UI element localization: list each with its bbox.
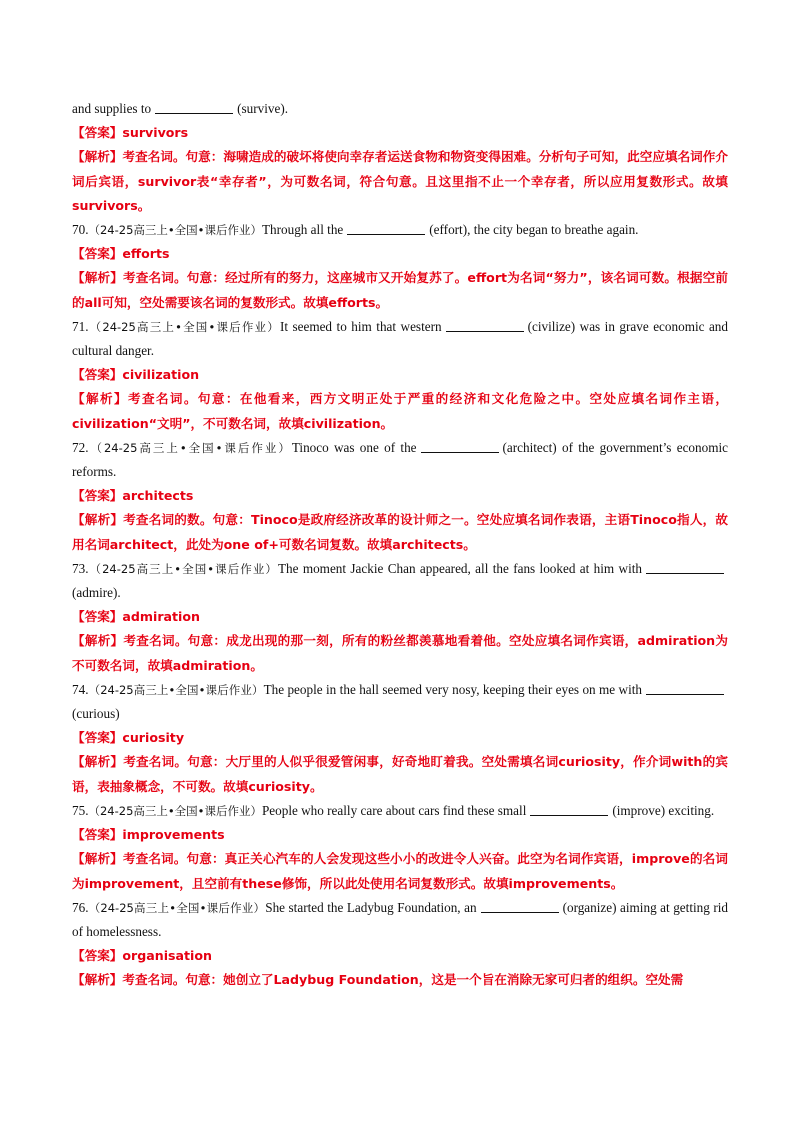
analysis-label: 【解析】 <box>72 754 124 770</box>
question-text <box>72 315 728 363</box>
answer-blank <box>446 318 524 332</box>
answer-line <box>72 726 728 750</box>
answer-value: survivors <box>122 125 189 141</box>
answer-value: admiration <box>122 609 200 625</box>
question-item-76 <box>72 896 728 993</box>
answer-value: organisation <box>122 948 212 964</box>
question-item-69 <box>72 97 728 218</box>
answer-value: civilization <box>122 367 200 383</box>
question-number: 75. <box>72 802 89 818</box>
question-source: （24-25高三上•全国•课后作业） <box>88 803 262 818</box>
question-item-73 <box>72 557 728 678</box>
question-text <box>72 97 728 121</box>
answer-blank <box>530 802 608 816</box>
answer-label: 【答案】 <box>72 246 123 262</box>
analysis-label: 【解析】 <box>72 149 123 165</box>
question-item-74 <box>72 678 728 799</box>
question-source: （24-25高三上•全国•课后作业） <box>88 223 262 238</box>
question-source: （24-25高三上•全国•课后作业） <box>88 440 292 455</box>
answer-label: 【答案】 <box>72 730 123 746</box>
question-before: and supplies to <box>72 101 152 116</box>
answer-blank <box>155 100 233 114</box>
question-hint: (improve) exciting. <box>612 802 715 818</box>
analysis-text: 考查名词。句意：成龙出现的那一刻，所有的粉丝都羡慕地看着他。空处应填名词作宾语，admiration为不可数名词，故填admiration。 <box>72 633 729 673</box>
analysis-text: 考查名词。句意：真正关心汽车的人会发现这些小小的改进令人兴奋。此空为名词作宾语，improve的名词为improvement，且空前有these修饰，所以此处使用名词复数形式。故填improvements。 <box>72 851 728 891</box>
answer-value: improvements <box>122 827 225 843</box>
question-source: （24-25高三上•全国•课后作业） <box>88 561 278 576</box>
question-number: 72. <box>72 439 89 455</box>
answer-line <box>72 605 728 629</box>
analysis-text: 考查名词。句意：海啸造成的破坏将使向幸存者运送食物和物资变得困难。分析句子可知，此空应填名词作介词后宾语，survivor表“幸存者”，为可数名词，符合句意。且这里指不止一个幸存者，所以应用复数形式。故填survivors。 <box>72 149 729 213</box>
question-hint: (survive). <box>237 101 289 116</box>
question-number: 74. <box>72 681 89 697</box>
analysis-label: 【解析】 <box>72 972 123 988</box>
answer-blank <box>646 681 724 695</box>
answer-blank <box>421 439 499 453</box>
answer-line <box>72 484 728 508</box>
question-source: （24-25高三上•全国•课后作业） <box>88 900 266 915</box>
question-number: 73. <box>72 560 89 576</box>
analysis-line <box>72 847 728 895</box>
analysis-text: 考查名词。句意：经过所有的努力，这座城市又开始复苏了。effort为名词“努力”，该名词可数。根据空前的all可知，空处需要该名词的复数形式。故填efforts。 <box>72 270 729 310</box>
answer-label: 【答案】 <box>72 367 123 383</box>
question-text <box>72 896 728 944</box>
question-item-72 <box>72 436 728 557</box>
analysis-label: 【解析】 <box>72 633 124 649</box>
analysis-line <box>72 387 728 435</box>
question-before: People who really care about cars find these small <box>261 802 527 818</box>
analysis-line <box>72 266 728 314</box>
question-text <box>72 218 728 242</box>
answer-label: 【答案】 <box>72 125 123 141</box>
analysis-text: 考查名词的数。句意：Tinoco是政府经济改革的设计师之一。空处应填名词作表语，主语Tinoco指人，故用名词architect，此处为one of+可数名词复数。故填architects。 <box>72 512 728 552</box>
answer-line <box>72 944 728 968</box>
analysis-line <box>72 968 728 992</box>
answer-blank <box>347 221 425 235</box>
answer-label: 【答案】 <box>72 488 123 504</box>
question-hint: (admire). <box>72 585 121 601</box>
question-number: 70. <box>72 222 89 238</box>
analysis-label: 【解析】 <box>72 851 123 867</box>
question-before: The people in the hall seemed very nosy, keeping their eyes on me with <box>263 681 643 697</box>
analysis-label: 【解析】 <box>72 391 128 407</box>
answer-line <box>72 363 728 387</box>
question-hint: (civilize) was in grave economic and cultural danger. <box>72 318 728 359</box>
analysis-line <box>72 750 728 798</box>
analysis-line <box>72 145 728 218</box>
answer-line <box>72 121 728 145</box>
question-text <box>72 678 728 726</box>
answer-blank <box>481 899 559 913</box>
analysis-line <box>72 508 728 556</box>
question-hint: (architect) of the government’s economic reforms. <box>72 439 728 480</box>
question-hint: (effort), the city began to breathe again. <box>429 222 639 238</box>
analysis-text: 考查名词。句意：她创立了Ladybug Foundation，这是一个旨在消除无家可归者的组织。空处需 <box>122 972 684 988</box>
question-before: She started the Ladybug Foundation, an <box>265 899 477 915</box>
answer-label: 【答案】 <box>72 609 123 625</box>
answer-label: 【答案】 <box>72 827 123 843</box>
analysis-text: 考查名词。句意：在他看来，西方文明正处于严重的经济和文化危险之中。空处应填名词作主语，civilization“文明”，不可数名词，故填civilization。 <box>72 391 729 431</box>
answer-value: efforts <box>122 246 170 262</box>
question-item-70 <box>72 218 728 315</box>
question-item-75 <box>72 799 728 896</box>
analysis-label: 【解析】 <box>72 512 124 528</box>
analysis-label: 【解析】 <box>72 270 124 286</box>
question-text <box>72 557 728 605</box>
analysis-line <box>72 629 728 677</box>
question-item-71 <box>72 315 728 436</box>
question-text <box>72 436 728 484</box>
answer-label: 【答案】 <box>72 948 123 964</box>
question-before: It seemed to him that western <box>279 318 442 334</box>
question-hint: (curious) <box>72 706 120 722</box>
answer-line <box>72 242 728 266</box>
question-source: （24-25高三上•全国•课后作业） <box>88 319 280 334</box>
question-hint: (organize) aiming at getting rid of homelessness. <box>72 899 728 939</box>
question-source: （24-25高三上•全国•课后作业） <box>88 682 264 697</box>
question-number: 71. <box>72 318 89 334</box>
question-before: The moment Jackie Chan appeared, all the fans looked at him with <box>277 560 642 576</box>
question-before: Through all the <box>261 222 344 238</box>
answer-value: curiosity <box>122 730 185 746</box>
answer-value: architects <box>122 488 194 504</box>
question-text <box>72 799 728 823</box>
answer-line <box>72 823 728 847</box>
analysis-text: 考查名词。句意：大厅里的人似乎很爱管闲事，好奇地盯着我。空处需填名词curiosity，作介词with的宾语，表抽象概念，不可数。故填curiosity。 <box>72 754 728 794</box>
answer-blank <box>646 560 724 574</box>
question-number: 76. <box>72 899 89 915</box>
question-before: Tinoco was one of the <box>291 439 417 455</box>
